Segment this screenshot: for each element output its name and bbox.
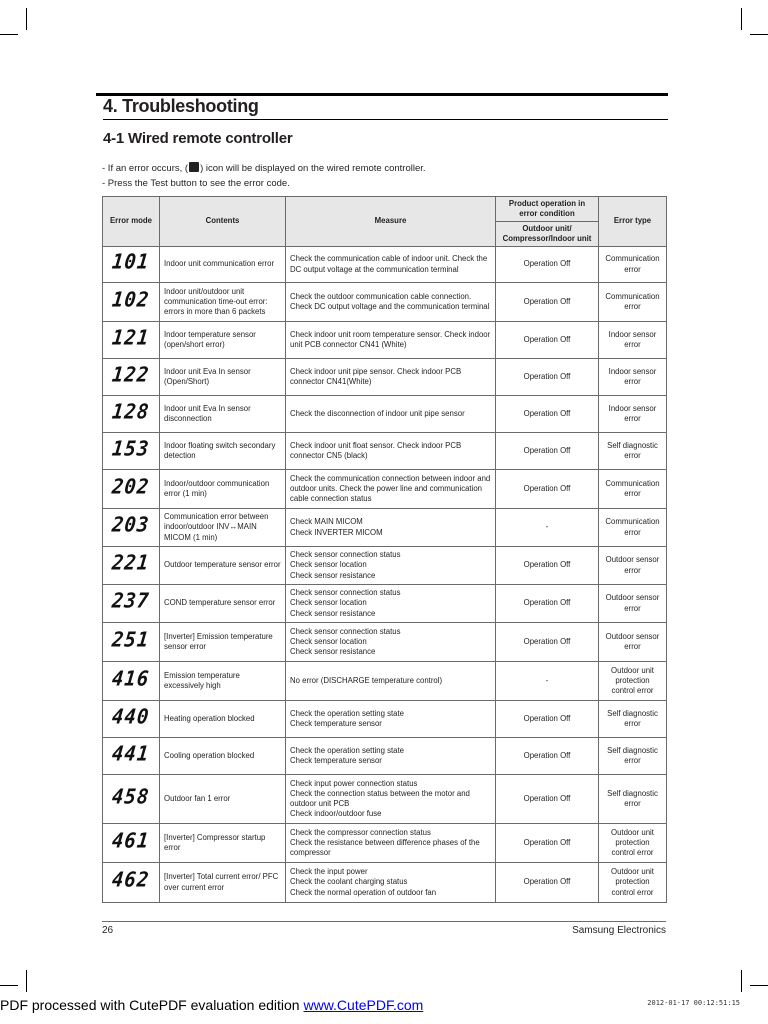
footer-brand: Samsung Electronics [572,925,666,936]
table-row [103,547,667,585]
print-timestamp: 2012-01-17 00:12:51:15 [647,999,740,1007]
error-measure: Check the operation setting state Check temperature sensor [286,701,496,738]
crop-mark [750,985,768,986]
error-contents: Indoor unit Eva In sensor disconnection [160,396,286,433]
table-row [103,509,667,547]
error-contents: Cooling operation blocked [160,738,286,775]
crop-mark [0,34,18,35]
error-contents: Heating operation blocked [160,701,286,738]
error-contents: Indoor unit communication error [160,247,286,283]
error-type: Indoor sensor error [599,359,667,396]
error-contents: Indoor unit Eva In sensor (Open/Short) [160,359,286,396]
error-measure: No error (DISCHARGE temperature control) [286,662,496,701]
error-contents: Outdoor temperature sensor error [160,547,286,585]
error-type: Outdoor sensor error [599,547,667,585]
cutepdf-watermark [0,997,423,1013]
table-row [103,322,667,359]
error-code-cell [103,701,160,738]
error-code: 128 [111,400,151,424]
table-row [103,283,667,322]
table-row [103,585,667,623]
error-code-cell [103,662,160,701]
table-row [103,701,667,738]
error-code: 153 [111,437,151,461]
product-operation: Operation Off [496,738,599,775]
error-contents: Communication error between indoor/outdoor INV↔MAIN MICOM (1 min) [160,509,286,547]
error-measure: Check the outdoor communication cable connection. Check DC output voltage and the communication terminal [286,283,496,322]
error-type: Outdoor unit protection control error [599,662,667,701]
error-type: Self diagnostic error [599,701,667,738]
error-type: Indoor sensor error [599,396,667,433]
watermark-link[interactable]: www.CutePDF.com [303,997,424,1013]
crop-mark [26,970,27,992]
error-code: 416 [111,667,151,691]
header-product-operation: Product operation in error condition [496,197,599,222]
product-operation: Operation Off [496,824,599,863]
error-code: 441 [111,742,151,766]
error-measure: Check the communication cable of indoor unit. Check the DC output voltage at the communication terminal [286,247,496,283]
error-measure: Check sensor connection status Check sensor location Check sensor resistance [286,585,496,623]
error-contents: [Inverter] Total current error/ PFC over current error [160,863,286,903]
product-operation: Operation Off [496,396,599,433]
product-operation: Operation Off [496,470,599,509]
error-type: Outdoor sensor error [599,623,667,662]
crop-mark [741,970,742,992]
footer-rule [102,921,666,922]
error-contents: Emission temperature excessively high [160,662,286,701]
page-number: 26 [102,925,114,936]
error-contents: Indoor floating switch secondary detection [160,433,286,470]
header-measure: Measure [286,197,496,247]
error-type: Outdoor sensor error [599,585,667,623]
product-operation: Operation Off [496,701,599,738]
error-measure: Check the input power Check the coolant charging status Check the normal operation of outdoor fan [286,863,496,903]
crop-mark [750,34,768,35]
error-contents: [Inverter] Compressor startup error [160,824,286,863]
error-measure: Check the operation setting state Check temperature sensor [286,738,496,775]
error-code: 102 [111,288,151,312]
error-code-cell [103,585,160,623]
error-code-cell [103,547,160,585]
error-contents: Indoor/outdoor communication error (1 min) [160,470,286,509]
error-table-body [103,247,667,903]
error-code-cell [103,322,160,359]
table-row [103,470,667,509]
header-error-mode: Error mode [103,197,160,247]
table-row [103,863,667,903]
product-operation: Operation Off [496,775,599,824]
product-operation: - [496,509,599,547]
error-code-cell [103,509,160,547]
section-bottom-rule [103,119,668,120]
error-measure: Check input power connection status Check the connection status between the motor and outdoor unit PCB Check indoor/outdoor fuse [286,775,496,824]
error-measure: Check sensor connection status Check sensor location Check sensor resistance [286,547,496,585]
table-row [103,247,667,283]
table-row [103,433,667,470]
error-measure: Check the compressor connection status Check the resistance between difference phases of the compressor [286,824,496,863]
error-measure: Check sensor connection status Check sensor location Check sensor resistance [286,623,496,662]
test-button-note: - Press the Test button to see the error code. [102,178,290,189]
error-code-cell [103,775,160,824]
table-row [103,359,667,396]
error-code-cell [103,359,160,396]
error-type: Self diagnostic error [599,433,667,470]
product-operation: Operation Off [496,322,599,359]
error-type: Self diagnostic error [599,775,667,824]
error-code: 121 [111,326,151,350]
error-code-cell [103,433,160,470]
error-contents: Indoor unit/outdoor unit communication time-out error: errors in more than 6 packets [160,283,286,322]
error-measure: Check MAIN MICOM Check INVERTER MICOM [286,509,496,547]
crop-mark [26,8,27,30]
error-code-cell [103,396,160,433]
watermark-text: PDF processed with CutePDF evaluation edition [0,997,304,1013]
note-text-after: ) icon will be displayed on the wired remote controller. [200,163,426,174]
error-contents: COND temperature sensor error [160,585,286,623]
error-code: 202 [111,475,151,499]
error-code: 461 [111,829,151,853]
error-code: 458 [111,785,151,809]
error-code: 221 [111,551,151,576]
error-measure: Check indoor unit room temperature sensor. Check indoor unit PCB connector CN41 (White) [286,322,496,359]
error-icon [189,162,199,172]
error-code: 122 [111,363,151,387]
error-type: Communication error [599,509,667,547]
error-measure: Check indoor unit float sensor. Check indoor PCB connector CN5 (black) [286,433,496,470]
error-measure: Check indoor unit pipe sensor. Check indoor PCB connector CN41(White) [286,359,496,396]
header-error-type: Error type [599,197,667,247]
table-row [103,738,667,775]
table-row [103,623,667,662]
crop-mark [0,985,18,986]
product-operation: Operation Off [496,247,599,283]
error-contents: [Inverter] Emission temperature sensor error [160,623,286,662]
note-text-before: - If an error occurs, ( [102,163,189,174]
error-measure: Check the communication connection between indoor and outdoor units. Check the power line and communication cable connection status [286,470,496,509]
table-row [103,396,667,433]
error-contents: Indoor temperature sensor (open/short error) [160,322,286,359]
product-operation: Operation Off [496,283,599,322]
error-code-cell [103,247,160,283]
error-code-cell [103,738,160,775]
error-type: Self diagnostic error [599,738,667,775]
error-type: Indoor sensor error [599,322,667,359]
error-contents: Outdoor fan 1 error [160,775,286,824]
error-measure: Check the disconnection of indoor unit pipe sensor [286,396,496,433]
error-type: Communication error [599,283,667,322]
section-title: 4. Troubleshooting [103,96,259,116]
error-code-cell [103,470,160,509]
error-code: 251 [111,628,151,652]
error-type: Outdoor unit protection control error [599,824,667,863]
product-operation: Operation Off [496,623,599,662]
error-type: Communication error [599,247,667,283]
error-icon-note [102,162,426,174]
product-operation: Operation Off [496,585,599,623]
product-operation: - [496,662,599,701]
error-code-cell [103,863,160,903]
error-code-table [102,196,667,903]
header-contents: Contents [160,197,286,247]
error-code: 462 [111,868,151,893]
table-row [103,775,667,824]
product-operation: Operation Off [496,863,599,903]
product-operation: Operation Off [496,433,599,470]
error-code-cell [103,623,160,662]
table-row [103,662,667,701]
subsection-title: 4-1 Wired remote controller [103,130,293,147]
error-type: Communication error [599,470,667,509]
header-outdoor-unit: Outdoor unit/ Compressor/Indoor unit [496,222,599,247]
error-code: 203 [111,513,151,538]
error-code: 101 [111,250,151,275]
product-operation: Operation Off [496,547,599,585]
product-operation: Operation Off [496,359,599,396]
crop-mark [741,8,742,30]
error-code-cell [103,283,160,322]
error-type: Outdoor unit protection control error [599,863,667,903]
error-code: 440 [111,705,151,729]
error-code: 237 [111,589,151,614]
error-code-cell [103,824,160,863]
table-row [103,824,667,863]
